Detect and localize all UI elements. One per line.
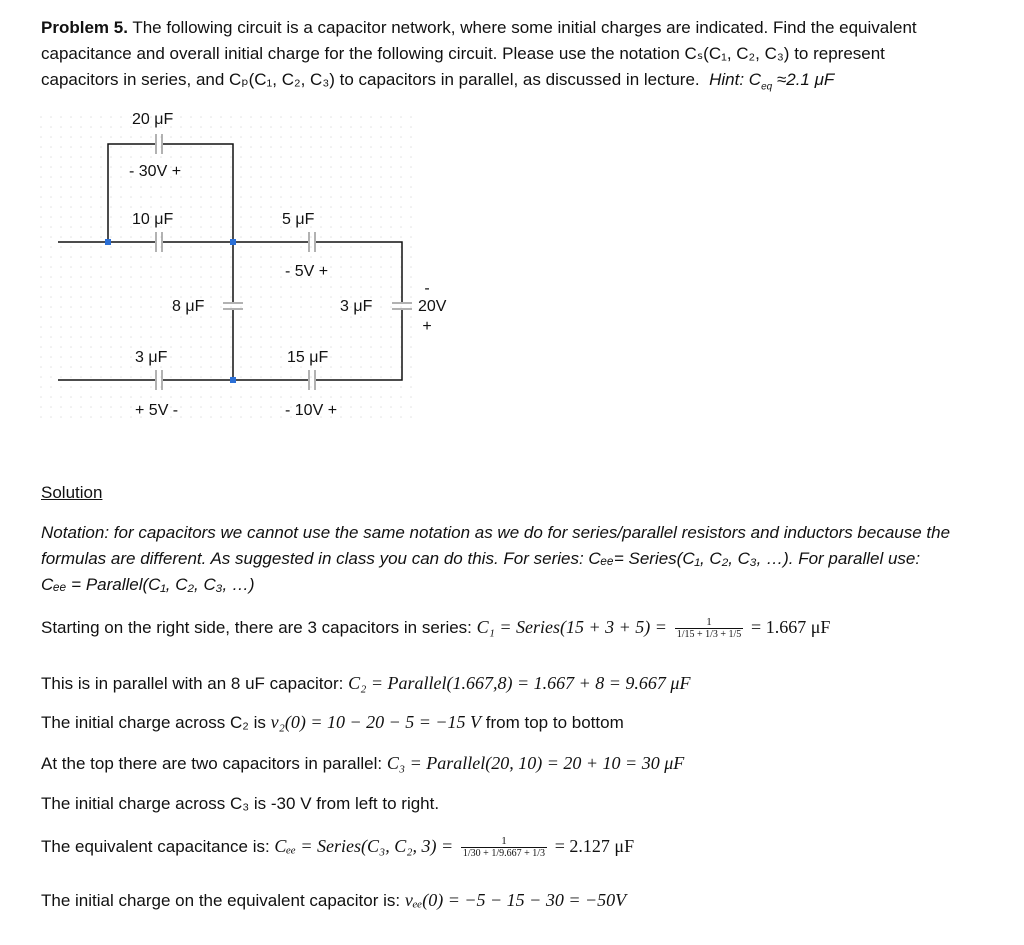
step-1-text: Starting on the right side, there are 3 capacitors in series: bbox=[41, 618, 477, 637]
step-6 bbox=[41, 834, 634, 860]
label-20v: 20V bbox=[418, 298, 447, 315]
node-mid-top bbox=[230, 239, 236, 245]
node-mid-bottom bbox=[230, 377, 236, 383]
label-8uf: 8 μF bbox=[172, 298, 205, 315]
label-3uf-left: 3 μF bbox=[135, 349, 168, 366]
node-left bbox=[105, 239, 111, 245]
step-6-result: = 2.127 μF bbox=[554, 836, 635, 856]
step-2-math: C₂ = Parallel(1.667,8) = 1.667 + 8 = 9.667 μF bbox=[348, 673, 691, 693]
hint-value: ≈2.1 μF bbox=[772, 70, 835, 89]
step-4-math: C₃ = Parallel(20, 10) = 20 + 10 = 30 μF bbox=[386, 753, 685, 773]
hint-sub: eq bbox=[761, 81, 773, 93]
step-1-result: = 1.667 μF bbox=[751, 617, 831, 637]
grid-background bbox=[40, 116, 412, 421]
step-6-denominator: 1/30 + 1/9.667 + 1/3 bbox=[462, 848, 546, 860]
step-3-tail: from top to bottom bbox=[485, 713, 624, 732]
step-1-math: C₁ = Series(15 + 3 + 5) = bbox=[476, 617, 667, 637]
label-10uf: 10 μF bbox=[132, 211, 174, 228]
step-7 bbox=[41, 888, 626, 913]
step-1-numerator: 1 bbox=[675, 616, 744, 629]
solution-title: Solution bbox=[41, 483, 103, 502]
step-1-denominator: 1/15 + 1/3 + 1/5 bbox=[676, 629, 742, 641]
step-6-text: The equivalent capacitance is: bbox=[41, 837, 275, 856]
step-7-text: The initial charge on the equivalent capacitor is: bbox=[41, 891, 405, 910]
circuit-diagram bbox=[40, 106, 447, 426]
step-3-text: The initial charge across C₂ is bbox=[41, 713, 271, 732]
label-5v-bottom: + 5V - bbox=[135, 402, 179, 419]
step-6-fraction bbox=[461, 835, 547, 860]
label-20v-minus: - bbox=[424, 280, 430, 297]
hint bbox=[709, 70, 835, 93]
step-5: The initial charge across C₃ is -30 V from left to right. bbox=[41, 794, 440, 813]
step-4-text: At the top there are two capacitors in parallel: bbox=[41, 754, 387, 773]
step-3 bbox=[41, 710, 624, 735]
step-2-text: This is in parallel with an 8 uF capacitor: bbox=[41, 674, 349, 693]
label-30v: - 30V + bbox=[129, 163, 182, 180]
problem-text-3: capacitors in series, and Cₚ(C₁, C₂, C₃) to capacitors in parallel, as discussed in lecture. bbox=[41, 70, 700, 89]
step-2 bbox=[41, 671, 690, 696]
problem-heading: Problem 5. bbox=[41, 18, 128, 37]
step-1 bbox=[41, 615, 830, 641]
label-5uf: 5 μF bbox=[282, 211, 315, 228]
step-3-math: v₂(0) = 10 − 20 − 5 = −15 V bbox=[270, 712, 482, 732]
step-4 bbox=[41, 751, 684, 776]
label-5v-top: - 5V + bbox=[285, 263, 329, 280]
label-3uf-right: 3 μF bbox=[340, 298, 373, 315]
problem-line-1 bbox=[41, 15, 917, 40]
notation-line-2: formulas are different. As suggested in class you can do this. For series: Cₑₑ= Series(C₁, C₂, C₃, …). For parallel use: bbox=[41, 549, 921, 568]
label-20uf: 20 μF bbox=[132, 111, 174, 128]
label-20v-plus: + bbox=[422, 318, 432, 335]
step-7-math: vₑₑ(0) = −5 − 15 − 30 = −50V bbox=[404, 890, 627, 910]
problem-text-1: The following circuit is a capacitor network, where some initial charges are indicated. Find the equivalent bbox=[132, 18, 917, 37]
step-6-numerator: 1 bbox=[461, 835, 547, 848]
label-10v: - 10V + bbox=[285, 402, 338, 419]
label-15uf: 15 μF bbox=[287, 349, 329, 366]
notation-line-1: Notation: for capacitors we cannot use the same notation as we do for series/parallel resistors and inductors because the bbox=[41, 523, 951, 542]
hint-label: Hint: C bbox=[709, 70, 762, 89]
step-6-math: Cₑₑ = Series(C₃, C₂, 3) = bbox=[274, 836, 454, 856]
step-1-fraction bbox=[675, 616, 744, 641]
problem-line-3 bbox=[41, 67, 834, 99]
notation-line-3: Cₑₑ = Parallel(C₁, C₂, C₃, …) bbox=[41, 575, 255, 594]
problem-line-2: capacitance and overall initial charge for the following circuit. Please use the notation Cₛ(C₁, C₂, C₃) to represent bbox=[41, 44, 885, 63]
